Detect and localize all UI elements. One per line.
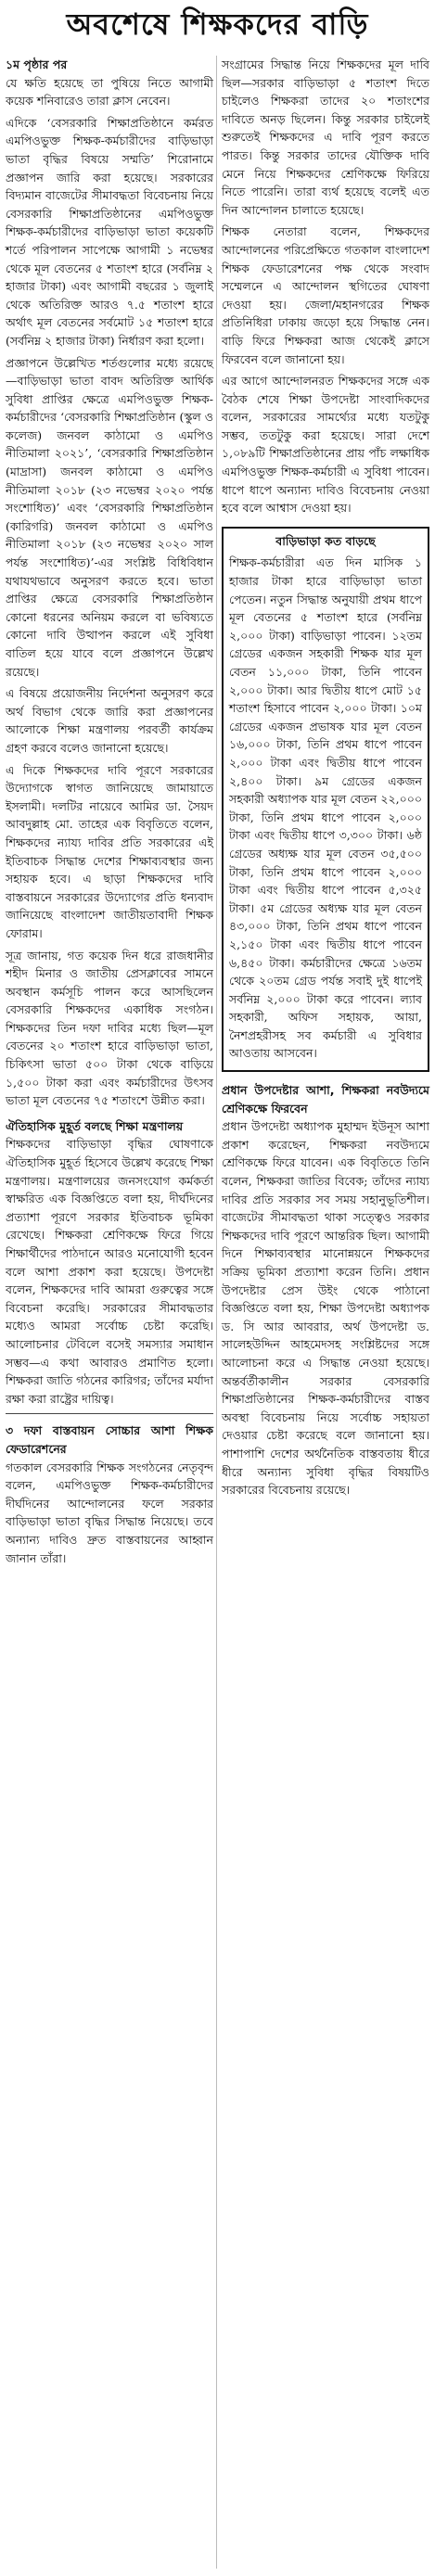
house-rent-box-title: বাড়িভাড়া কত বাড়ছে xyxy=(275,533,376,548)
left-paragraph-2: এদিকে ‘বেসরকারি শিক্ষাপ্রতিষ্ঠানে কর্মরত এমপিওভুক্ত শিক্ষক-কর্মচারীদের বাড়িভাড়া ভাতা বৃদ্ধির বিষয়ে সম্মতি’ শিরোনামে প্রজ্ঞাপন জারি করা হয়েছে। সরকারের বিদ্যমান বাজেটের সীমাবদ্ধতা বিবেচনায় নিয়ে বেসরকারি শিক্ষাপ্রতিষ্ঠানের এমপিওভুক্ত শিক্ষক-কর্মচারীদের বাড়িভাড়া ভাতা কয়েকটি শর্তে পরিপালন সাপেক্ষে আগামী ১ নভেম্বর থেকে মূল বেতনের ৫ শতাংশ হারে (সর্বনিম্ন ২ হাজার টাকা) এবং আগামী বছরের ১ জুলাই থেকে অতিরিক্ত আরও ৭.৫ শতাংশ হারে অর্থাৎ মূল বেতনের সর্বমোট ১৫ শতাংশ হারে (সর্বনিম্ন ২ হাজার টাকা) নির্ধারণ করা হলো। xyxy=(6,115,213,348)
column-divider xyxy=(216,56,217,2569)
left-subsection-text: শিক্ষকদের বাড়িভাড়া বৃদ্ধির ঘোষণাকে ঐতিহাসিক মুহূর্ত হিসেবে উল্লেখ করেছে শিক্ষা মন্ত্রণালয়। মন্ত্রণালয়ের জনসংযোগ কর্মকর্তা স্বাক্ষরিত এক বিজ্ঞপ্তিতে বলা হয়, দীর্ঘদিনের প্রত্যাশা পূরণে সরকার ইতিবাচক ভূমিকা রেখেছে। শিক্ষকরা শ্রেণিকক্ষে ফিরে গিয়ে শিক্ষার্থীদের পাঠদানে আরও মনোযোগী হবেন বলে আশা প্রকাশ করা হয়েছে। উপদেষ্টা বলেন, শিক্ষকদের দাবি আমরা গুরুত্বের সঙ্গে বিবেচনা করেছি। সরকারের সীমাবদ্ধতার মধ্যেও আমরা সর্বোচ্চ চেষ্টা করেছি। আলোচনার টেবিলে বসেই সমস্যার সমাধান সম্ভব—এ কথা আবারও প্রমাণিত হলো। শিক্ষকরা জাতি গঠনের কারিগর; তাঁদের মর্যাদা রক্ষা করা রাষ্ট্রের দায়িত্ব। xyxy=(6,1137,213,1406)
right-column xyxy=(222,56,429,1503)
left-paragraph-1: যে ক্ষতি হয়েছে তা পুষিয়ে নিতে আগামী কয়েক শনিবারেও তারা ক্লাস নেবেন। xyxy=(6,75,213,108)
left-paragraph-3: প্রজ্ঞাপনে উল্লেখিত শর্তগুলোর মধ্যে রয়েছে—বাড়িভাড়া ভাতা বাবদ অতিরিক্ত আর্থিক সুবিধা প্রাপ্তির ক্ষেত্রে এমপিওভুক্ত শিক্ষক-কর্মচারীদের ‘বেসরকারি শিক্ষাপ্রতিষ্ঠান (স্কুল ও কলেজ) জনবল কাঠামো ও এমপিও নীতিমালা ২০২১’, ‘বেসরকারি শিক্ষাপ্রতিষ্ঠান (মাদ্রাসা) জনবল কাঠামো ও এমপিও নীতিমালা ২০১৮ (২৩ নভেম্বর ২০২০ পর্যন্ত সংশোধিত)’ এবং ‘বেসরকারি শিক্ষাপ্রতিষ্ঠান (কারিগরি) জনবল কাঠামো ও এমপিও নীতিমালা ২০১৮ (২৩ নভেম্বর ২০২০ সাল পর্যন্ত সংশোধিত)’-এর সংশ্লিষ্ট বিধিবিধান যথাযথভাবে অনুসরণ করতে হবে। ভাতা প্রাপ্তির ক্ষেত্রে বেসরকারি শিক্ষাপ্রতিষ্ঠান কোনো ধরনের অনিয়ম করলে বা ভবিষ্যতে কোনো দাবি উত্থাপন করলে এই সুবিধা বাতিল হয়ে যাবে বলে প্রজ্ঞাপনে উল্লেখ রয়েছে। xyxy=(6,355,213,679)
right-paragraph-1: সংগ্রামের সিদ্ধান্ত নিয়ে শিক্ষকদের মূল দাবি ছিল—সরকার বাড়িভাড়া ৫ শতাংশ দিতে চাইলেও শিক্ষকরা তাদের ২০ শতাংশের দাবিতে অনড় ছিলেন। কিন্তু সরকার চাইলেই শুরুতেই শিক্ষকদের এ দাবি পূরণ করতে পারত। কিন্তু সরকার তাদের যৌক্তিক দাবি মেনে নিয়ে শিক্ষকদের শ্রেণিকক্ষে ফিরিয়ে নিতে পারেনি। তারা ব্যর্থ হয়েছে বলেই এত দিন আন্দোলন চালাতে হয়েছে। xyxy=(222,57,429,217)
continuation-label: ১ম পৃষ্ঠার পর xyxy=(6,57,68,71)
subheading-federation: ৩ দফা বাস্তবায়ন সোচ্চার আশা শিক্ষক ফেডারেশনের xyxy=(6,1423,213,1456)
left-column xyxy=(6,56,213,1571)
separator xyxy=(6,1413,213,1414)
left-paragraph-5: এ দিকে শিক্ষকদের দাবি পূরণে সরকারের উদ্যোগকে স্বাগত জানিয়েছে জামায়াতে ইসলামী। দলটির নায়েবে আমির ডা. সৈয়দ আবদুল্লাহ মো. তাহের এক বিবৃতিতে বলেন, শিক্ষকদের ন্যায্য দাবির প্রতি সরকারের এই ইতিবাচক সিদ্ধান্ত দেশের শিক্ষাব্যবস্থার জন্য সহায়ক হবে। এ ছাড়া শিক্ষকদের দাবি বাস্তবায়নে সরকারের উদ্যোগের প্রতি ধন্যবাদ জানিয়েছে বাংলাদেশ জাতীয়তাবাদী শিক্ষক ফোরাম। xyxy=(6,762,213,940)
headline: অবশেষে শিক্ষকদের বাড়ি xyxy=(66,6,369,42)
subheading-chief-adviser: প্রধান উপদেষ্টার আশা, শিক্ষকরা নবউদ্যমে শ্রেণিকক্ষে ফিরবেন xyxy=(222,1083,429,1116)
house-rent-box xyxy=(222,527,429,1072)
subheading-education-ministry: ঐতিহাসিক মুহূর্ত বলছে শিক্ষা মন্ত্রণালয় xyxy=(6,1118,184,1133)
house-rent-box-text: শিক্ষক-কর্মচারীরা এত দিন মাসিক ১ হাজার টাকা হারে বাড়িভাড়া ভাতা পেতেন। নতুন সিদ্ধান্ত অনুযায়ী প্রথম ধাপে মূল বেতনের ৫ শতাংশ হারে (সর্বনিম্ন ২,০০০ টাকা) বাড়িভাড়া পাবেন। ১২তম গ্রেডের একজন সহকারী শিক্ষক যার মূল বেতন ১১,০০০ টাকা, তিনি পাবেন ২,০০০ টাকা। আর দ্বিতীয় ধাপে মোট ১৫ শতাংশ হিসাবে পাবেন ২,০০০ টাকা। ১০ম গ্রেডের একজন প্রভাষক যার মূল বেতন ১৬,০০০ টাকা, তিনি প্রথম ধাপে পাবেন ২,০০০ টাকা এবং দ্বিতীয় ধাপে পাবেন ২,৪০০ টাকা। ৯ম গ্রেডের একজন সহকারী অধ্যাপক যার মূল বেতন ২২,০০০ টাকা, তিনি প্রথম ধাপে পাবেন ২,০০০ টাকা এবং দ্বিতীয় ধাপে ৩,৩০০ টাকা। ৬ষ্ঠ গ্রেডের অধ্যক্ষ যার মূল বেতন ৩৫,৫০০ টাকা, তিনি প্রথম ধাপে পাবেন ২,০০০ টাকা এবং দ্বিতীয় ধাপে পাবেন ৫,৩২৫ টাকা। ৫ম গ্রেডের অধ্যক্ষ যার মূল বেতন ৪৩,০০০ টাকা, তিনি প্রথম ধাপে পাবেন ২,১৫০ টাকা এবং দ্বিতীয় ধাপে পাবেন ৬,৪৫০ টাকা। কর্মচারীদের ক্ষেত্রে ১৬তম থেকে ২০তম গ্রেড পর্যন্ত সবাই দুই ধাপেই সর্বনিম্ন ২,০০০ টাকা করে পাবেন। ল্যাব সহকারী, অফিস সহায়ক, আয়া, নৈশপ্রহরীসহ সব কর্মচারী এ সুবিধার আওতায় আসবেন। xyxy=(229,555,422,1061)
left-federation-text: গতকাল বেসরকারি শিক্ষক সংগঠনের নেতৃবৃন্দ বলেন, এমপিওভুক্ত শিক্ষক-কর্মচারীদের দীর্ঘদিনের আন্দোলনের ফলে সরকার বাড়িভাড়া ভাতা বৃদ্ধির সিদ্ধান্ত নিয়েছে। তবে অন্যান্য দাবিও দ্রুত বাস্তবায়নের আহ্বান জানান তাঁরা। xyxy=(6,1460,213,1565)
left-paragraph-6: সূত্র জানায়, গত কয়েক দিন ধরে রাজধানীর শহীদ মিনার ও জাতীয় প্রেসক্লাবের সামনে অবস্থান কর্মসূচি পালন করে আসছিলেন বেসরকারি শিক্ষকদের একাধিক সংগঠন। শিক্ষকদের তিন দফা দাবির মধ্যে ছিল—মূল বেতনের ২০ শতাংশ হারে বাড়িভাড়া ভাতা, চিকিৎসা ভাতা ৫০০ টাকা থেকে বাড়িয়ে ১,৫০০ টাকা করা এবং কর্মচারীদের উৎসব ভাতা মূল বেতনের ৭৫ শতাংশে উন্নীত করা। xyxy=(6,948,213,1108)
right-paragraph-3: এর আগে আন্দোলনরত শিক্ষকদের সঙ্গে এক বৈঠক শেষে শিক্ষা উপদেষ্টা সাংবাদিকদের বলেন, সরকারের সামর্থ্যের মধ্যে যতটুকু সম্ভব, ততটুকু করা হয়েছে। সারা দেশে ১,০৮৯টি শিক্ষাপ্রতিষ্ঠানের প্রায় পাঁচ লক্ষাধিক এমপিওভুক্ত শিক্ষক-কর্মচারী এ সুবিধা পাবেন। ধাপে ধাপে অন্যান্য দাবিও বিবেচনায় নেওয়া হবে বলে আশ্বাস দেওয়া হয়। xyxy=(222,374,429,516)
right-subsection-text: প্রধান উপদেষ্টা অধ্যাপক মুহাম্মদ ইউনূস আশা প্রকাশ করেছেন, শিক্ষকরা নবউদ্যমে শ্রেণিকক্ষে ফিরে যাবেন। এক বিবৃতিতে তিনি বলেন, শিক্ষকরা জাতির বিবেক; তাঁদের ন্যায্য দাবির প্রতি সরকার সব সময় সহানুভূতিশীল। বাজেটের সীমাবদ্ধতা থাকা সত্ত্বেও সরকার শিক্ষকদের দাবি পূরণে আন্তরিক ছিল। আগামী দিনে শিক্ষাব্যবস্থার মানোন্নয়নে শিক্ষকদের সক্রিয় ভূমিকা প্রত্যাশা করেন তিনি। প্রধান উপদেষ্টার প্রেস উইং থেকে পাঠানো বিজ্ঞপ্তিতে বলা হয়, শিক্ষা উপদেষ্টা অধ্যাপক ড. সি আর আবরার, অর্থ উপদেষ্টা ড. সালেহউদ্দিন আহমেদসহ সংশ্লিষ্টদের সঙ্গে আলোচনা করে এ সিদ্ধান্ত নেওয়া হয়েছে। অন্তর্বর্তীকালীন সরকার বেসরকারি শিক্ষাপ্রতিষ্ঠানের শিক্ষক-কর্মচারীদের বাস্তব অবস্থা বিবেচনায় নিয়ে সর্বোচ্চ সহায়তা দেওয়ার চেষ্টা করেছে বলে জানানো হয়। পাশাপাশি দেশের অর্থনৈতিক বাস্তবতায় ধীরে ধীরে অন্যান্য সুবিধা বৃদ্ধির বিষয়টিও সরকারের বিবেচনায় রয়েছে। xyxy=(222,1119,429,1498)
left-paragraph-4: এ বিষয়ে প্রয়োজনীয় নির্দেশনা অনুসরণ করে অর্থ বিভাগ থেকে জারি করা প্রজ্ঞাপনের আলোকে শিক্ষা মন্ত্রণালয় পরবর্তী কার্যক্রম গ্রহণ করবে বলেও জানানো হয়েছে। xyxy=(6,686,213,755)
right-paragraph-2: শিক্ষক নেতারা বলেন, শিক্ষকদের আন্দোলনের পরিপ্রেক্ষিতে গতকাল বাংলাদেশ শিক্ষক ফেডারেশনের পক্ষ থেকে সংবাদ সম্মেলনে এ আন্দোলন স্থগিতের ঘোষণা দেওয়া হয়। জেলা/মহানগরের শিক্ষক প্রতিনিধিরা ঢাকায় জড়ো হয়ে সিদ্ধান্ত নেন। বাড়ি ফিরে শিক্ষকরা আজ থেকেই ক্লাসে ফিরবেন বলে জানানো হয়। xyxy=(222,224,429,366)
